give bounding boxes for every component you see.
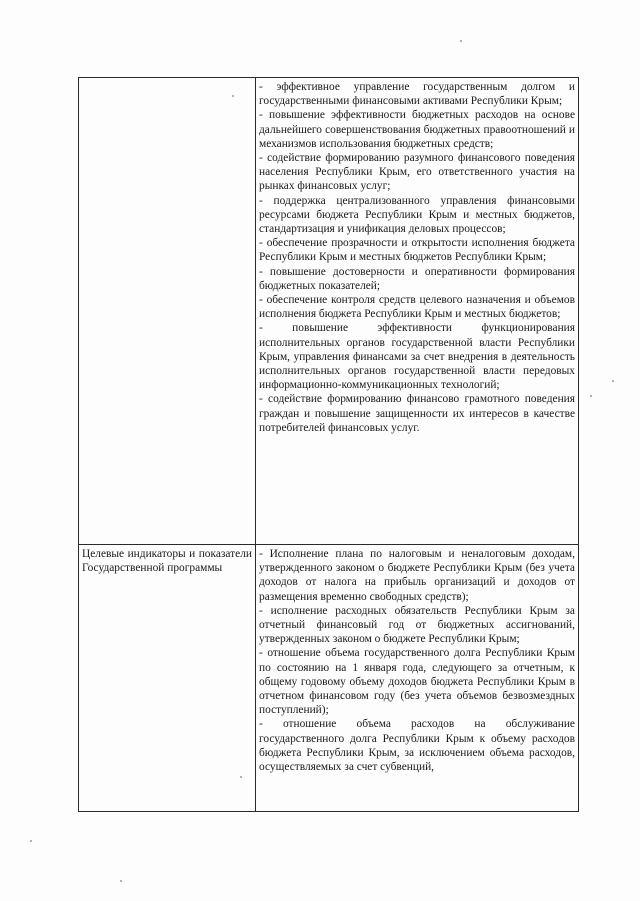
- row-label: Целевые индикаторы и показатели Государственной программы: [82, 548, 252, 575]
- row-label-cell: [79, 78, 256, 545]
- program-passport-table: [78, 77, 579, 812]
- scan-speck: [232, 95, 234, 97]
- table-row: [79, 78, 579, 545]
- list-item: - повышение эффективности бюджетных расходов на основе дальнейшего совершенствования бюджетных правоотношений и механизмов использования бюджетных средств;: [259, 109, 575, 150]
- list-item: - обеспечение прозрачности и открытости исполнения бюджета Республики Крым и местных бюджетов Республики Крым;: [259, 237, 575, 264]
- row-content-cell: [256, 545, 579, 812]
- row-label-cell: [79, 545, 256, 812]
- scan-speck: [460, 40, 462, 42]
- row-content-cell: [256, 78, 579, 545]
- list-item: - эффективное управление государственным долгом и государственными финансовыми активами Республики Крым;: [259, 81, 575, 108]
- scan-speck: [240, 776, 242, 778]
- scan-speck: [120, 880, 122, 882]
- list-item: - Исполнение плана по налоговым и неналоговым доходам, утвержденного законом о бюджете Республики Крым (без учета доходов от налога на прибыль организаций и доходов от размещения временно свободных средств);: [259, 548, 575, 603]
- list-item: - исполнение расходных обязательств Республики Крым за отчетный финансовый год от бюджетных ассигнований, утвержденных законом о бюджете Республики Крым;: [259, 604, 575, 646]
- table-row: [79, 545, 579, 812]
- list-item: - обеспечение контроля средств целевого назначения и объемов исполнения бюджета Республики Крым и местных бюджетов;: [259, 294, 575, 321]
- scan-speck: [612, 380, 614, 382]
- list-item: - повышение достоверности и оперативности формирования бюджетных показателей;: [259, 265, 575, 292]
- list-item: - поддержка централизованного управления финансовыми ресурсами бюджета Республики Крым и местных бюджетов, стандартизация и унификация деловых процессов;: [259, 194, 575, 236]
- list-item: - отношение объема государственного долга Республики Крым по состоянию на 1 января года, следующего за отчетным, к общему годовому объему доходов бюджета Республики Крым в отчетном финансовом году (без учета объемов безвозмездных поступлений);: [259, 647, 575, 717]
- list-item: - отношение объема расходов на обслуживание государственного долга Республики Крым к объему расходов бюджета Республики Крым, за исключением объема расходов, осуществляемых за счет субвенций,: [259, 718, 575, 774]
- list-item: - повышение эффективности функционирования исполнительных органов государственной власти Республики Крым, управления финансами за счет внедрения в деятельность исполнительных органов государственной власти передовых информационно-коммуникационных технологий;: [259, 322, 575, 392]
- scan-speck: [30, 840, 32, 842]
- scan-speck: [590, 395, 592, 397]
- list-item: - содействие формированию разумного финансового поведения населения Республики Крым, его ответственного участия на рынках финансовых услуг;: [259, 152, 575, 193]
- list-item: - содействие формированию финансово грамотного поведения граждан и повышение защищенности их интересов в качестве потребителей финансовых услуг.: [259, 393, 575, 434]
